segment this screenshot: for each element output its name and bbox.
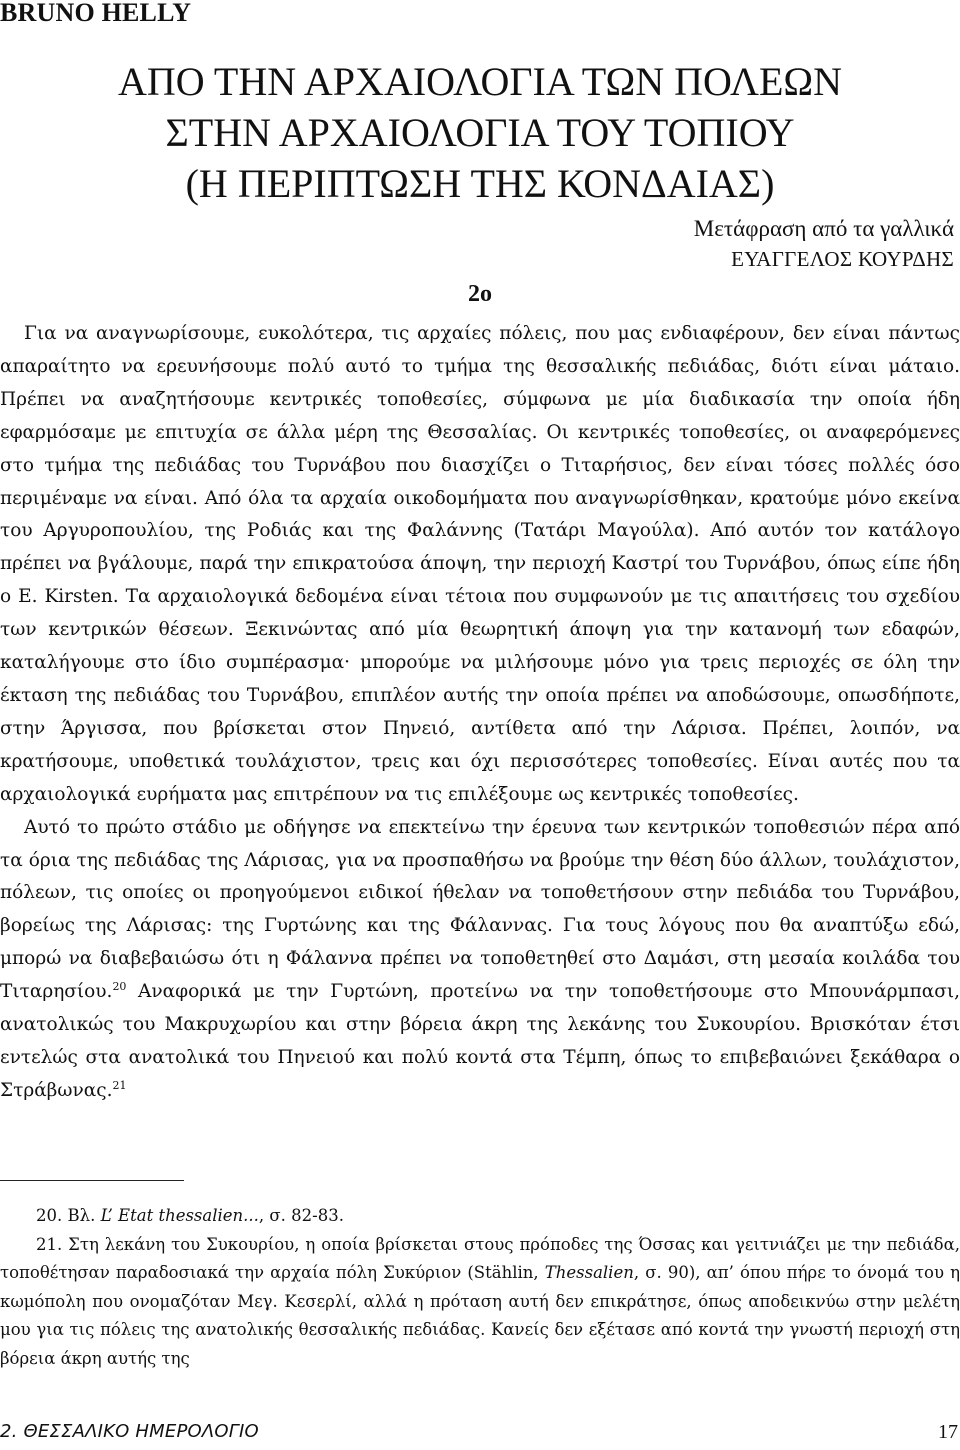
article-title bbox=[60, 56, 900, 209]
footnote-20 bbox=[0, 1202, 960, 1231]
footnote-21 bbox=[0, 1231, 960, 1374]
body-paragraph bbox=[0, 812, 960, 1108]
body-text: Αναφορικά με την Γυρτώνη, προτείνω να την τοποθετήσουμε στο Μπουνάρμπασι, ανατολικώς του Μακρυχωρίου και στην βόρεια άκρη της λεκάνης του Συκουρίου. Βρισκόταν έτσι εντελώς στα ανατολικά του Πηνειού και πολύ κοντά στα Τέμπη, όπως το επιβεβαιώνει ξεκάθαρα ο Στράβωνας. bbox=[0, 981, 960, 1101]
translator-credit bbox=[694, 214, 954, 274]
translator-name: ΕΥΑΓΓΕΛΟΣ ΚΟΥΡΔΗΣ bbox=[731, 247, 954, 271]
body-paragraph: Για να αναγνωρίσουμε, ευκολότερα, τις αρχαίες πόλεις, που μας ενδιαφέρουν, δεν είναι πάντως απαραίτητο να ερευνήσουμε πολύ αυτό το τμήμα της θεσσαλικής πεδιάδας, διότι είναι μάταιο. Πρέπει να αναζητήσουμε κεντρικές τοποθεσίες, σύμφωνα με μία διαδικασία την οποία ήδη εφαρμόσαμε με επιτυχία σε άλλα μέρη της Θεσσαλίας. Οι κεντρικές τοποθεσίες, οι αναφερόμενες στο τμήμα της πεδιάδας του Τυρνάβου που διασχίζει ο Τιταρήσιος, δεν είναι τόσες πολλές όσο περιμέναμε να είναι. Από όλα τα αρχαία οικοδομήματα που αναγνωρίσθηκαν, κρατούμε μόνο εκείνα του Αργυροπουλίου, της Ροδιάς και της Φαλάννης (Τατάρι Μαγούλα). Από αυτόν τον κατάλογο πρέπει να βγάλουμε, παρά την επικρατούσα άποψη, την περιοχή Καστρί του Τυρνάβου, όπως είπε ήδη ο E. Kirsten. Τα αρχαιολογικά δεδομένα είναι τέτοια που συμφωνούν με τις απαιτήσεις του σχεδίου των κεντρικών θέσεων. Ξεκινώντας από μία θεωρητική άποψη για την κατανομή των εδαφών, καταλήγουμε στο ίδιο συμπέρασμα· μπορούμε να μιλήσουμε μόνο για τρεις περιοχές σε όλη την έκταση της πεδιάδας του Τυρνάβου, επιπλέον αυτής την οποία πρέπει να αποδώσουμε, οπωσδήποτε, στην Άργισσα, που βρίσκεται στον Πηνειό, αντίθετα από την Λάρισα. Πρέπει, λοιπόν, να κρατήσουμε, υποθετικά τουλάχιστον, τρεις και όχι περισσότερες τοποθεσίες. Είναι αυτές που τα αρχαιολογικά ευρήματα μας επιτρέπουν να τις επιλέξουμε ως κεντρικές τοποθεσίες. bbox=[0, 323, 960, 805]
footnote-rule bbox=[0, 1180, 184, 1181]
title-line-1: ΑΠΟ ΤΗΝ ΑΡΧΑΙΟΛΟΓΙΑ ΤΩΝ ΠΟΛΕΩΝ bbox=[117, 59, 843, 104]
footnote-cited-title: Thessalien bbox=[544, 1263, 634, 1282]
footnote-ref-20: 20 bbox=[112, 979, 127, 993]
title-line-3: (Η ΠΕΡΙΠΤΩΣΗ ΤΗΣ ΚΟΝΔΑΙΑΣ) bbox=[185, 161, 775, 206]
running-header-author: BRUNO HELLY bbox=[0, 0, 192, 27]
body-text: Αυτό το πρώτο στάδιο με οδήγησε να επεκτείνω την έρευνα των κεντρικών τοποθεσιών πέρα από τα όρια της πεδιάδας της Λάρισας, για να προσπαθήσω να βρούμε την θέση δύο άλλων, τουλάχιστον, πόλεων, τις οποίες οι προηγούμενοι ειδικοί ήθελαν να τοποθετήσουν στην πεδιάδα του Τυρνάβου, βορείως της Λάρισας: της Γυρτώνης και της Φάλαννας. Για τους λόγους που θα αναπτύξω εδώ, μπορώ να διαβεβαιώσω ότι η Φάλαννα πρέπει να τοποθετηθεί στο Δαμάσι, στη μεσαία κοιλάδα του Τιταρησίου. bbox=[0, 816, 960, 1003]
footnote-text: 21. Στη λεκάνη του Συκουρίου, η οποία βρίσκεται στους πρόποδες της Όσσας και γειτνιάζει με την πεδιάδα, τοποθέτησαν παραδοσιακά την αρχαία πόλη Συκύριον (Stählin, bbox=[0, 1234, 960, 1282]
footnote-ref-21: 21 bbox=[112, 1078, 127, 1092]
footnote-text: , σ. 90), απ’ όπου πήρε το όνομά του η κωμόπολη που ονομαζόταν Μεγ. Κεσερλί, αλλά η πρόταση αυτή δεν επικράτησε, όπως αποδεικνύω στην μελέτη μου για τις πόλεις της ανατολικής θεσσαλικής πεδιάδας. Κανείς δεν εξέτασε από κοντά την γνωστή περιοχή στη βόρεια άκρη αυτής της bbox=[0, 1263, 960, 1368]
article-body bbox=[0, 318, 960, 1108]
footnote-text: , σ. 82-83. bbox=[258, 1206, 344, 1225]
title-line-2: ΣΤΗΝ ΑΡΧΑΙΟΛΟΓΙΑ ΤΟΥ ΤΟΠΙΟΥ bbox=[165, 110, 795, 155]
page-number: 17 bbox=[938, 1421, 958, 1443]
footnote-cited-title: L’ Etat thessalien... bbox=[100, 1206, 259, 1225]
translator-label: Μετάφραση από τα γαλλικά bbox=[693, 216, 954, 241]
running-footer-journal: 2. ΘΕΣΣΑΛΙΚΟ ΗΜΕΡΟΛΟΓΙΟ bbox=[0, 1421, 259, 1442]
footnotes bbox=[0, 1202, 960, 1373]
footnote-text: 20. Βλ. bbox=[36, 1206, 101, 1225]
part-number: 2ο bbox=[468, 281, 492, 307]
